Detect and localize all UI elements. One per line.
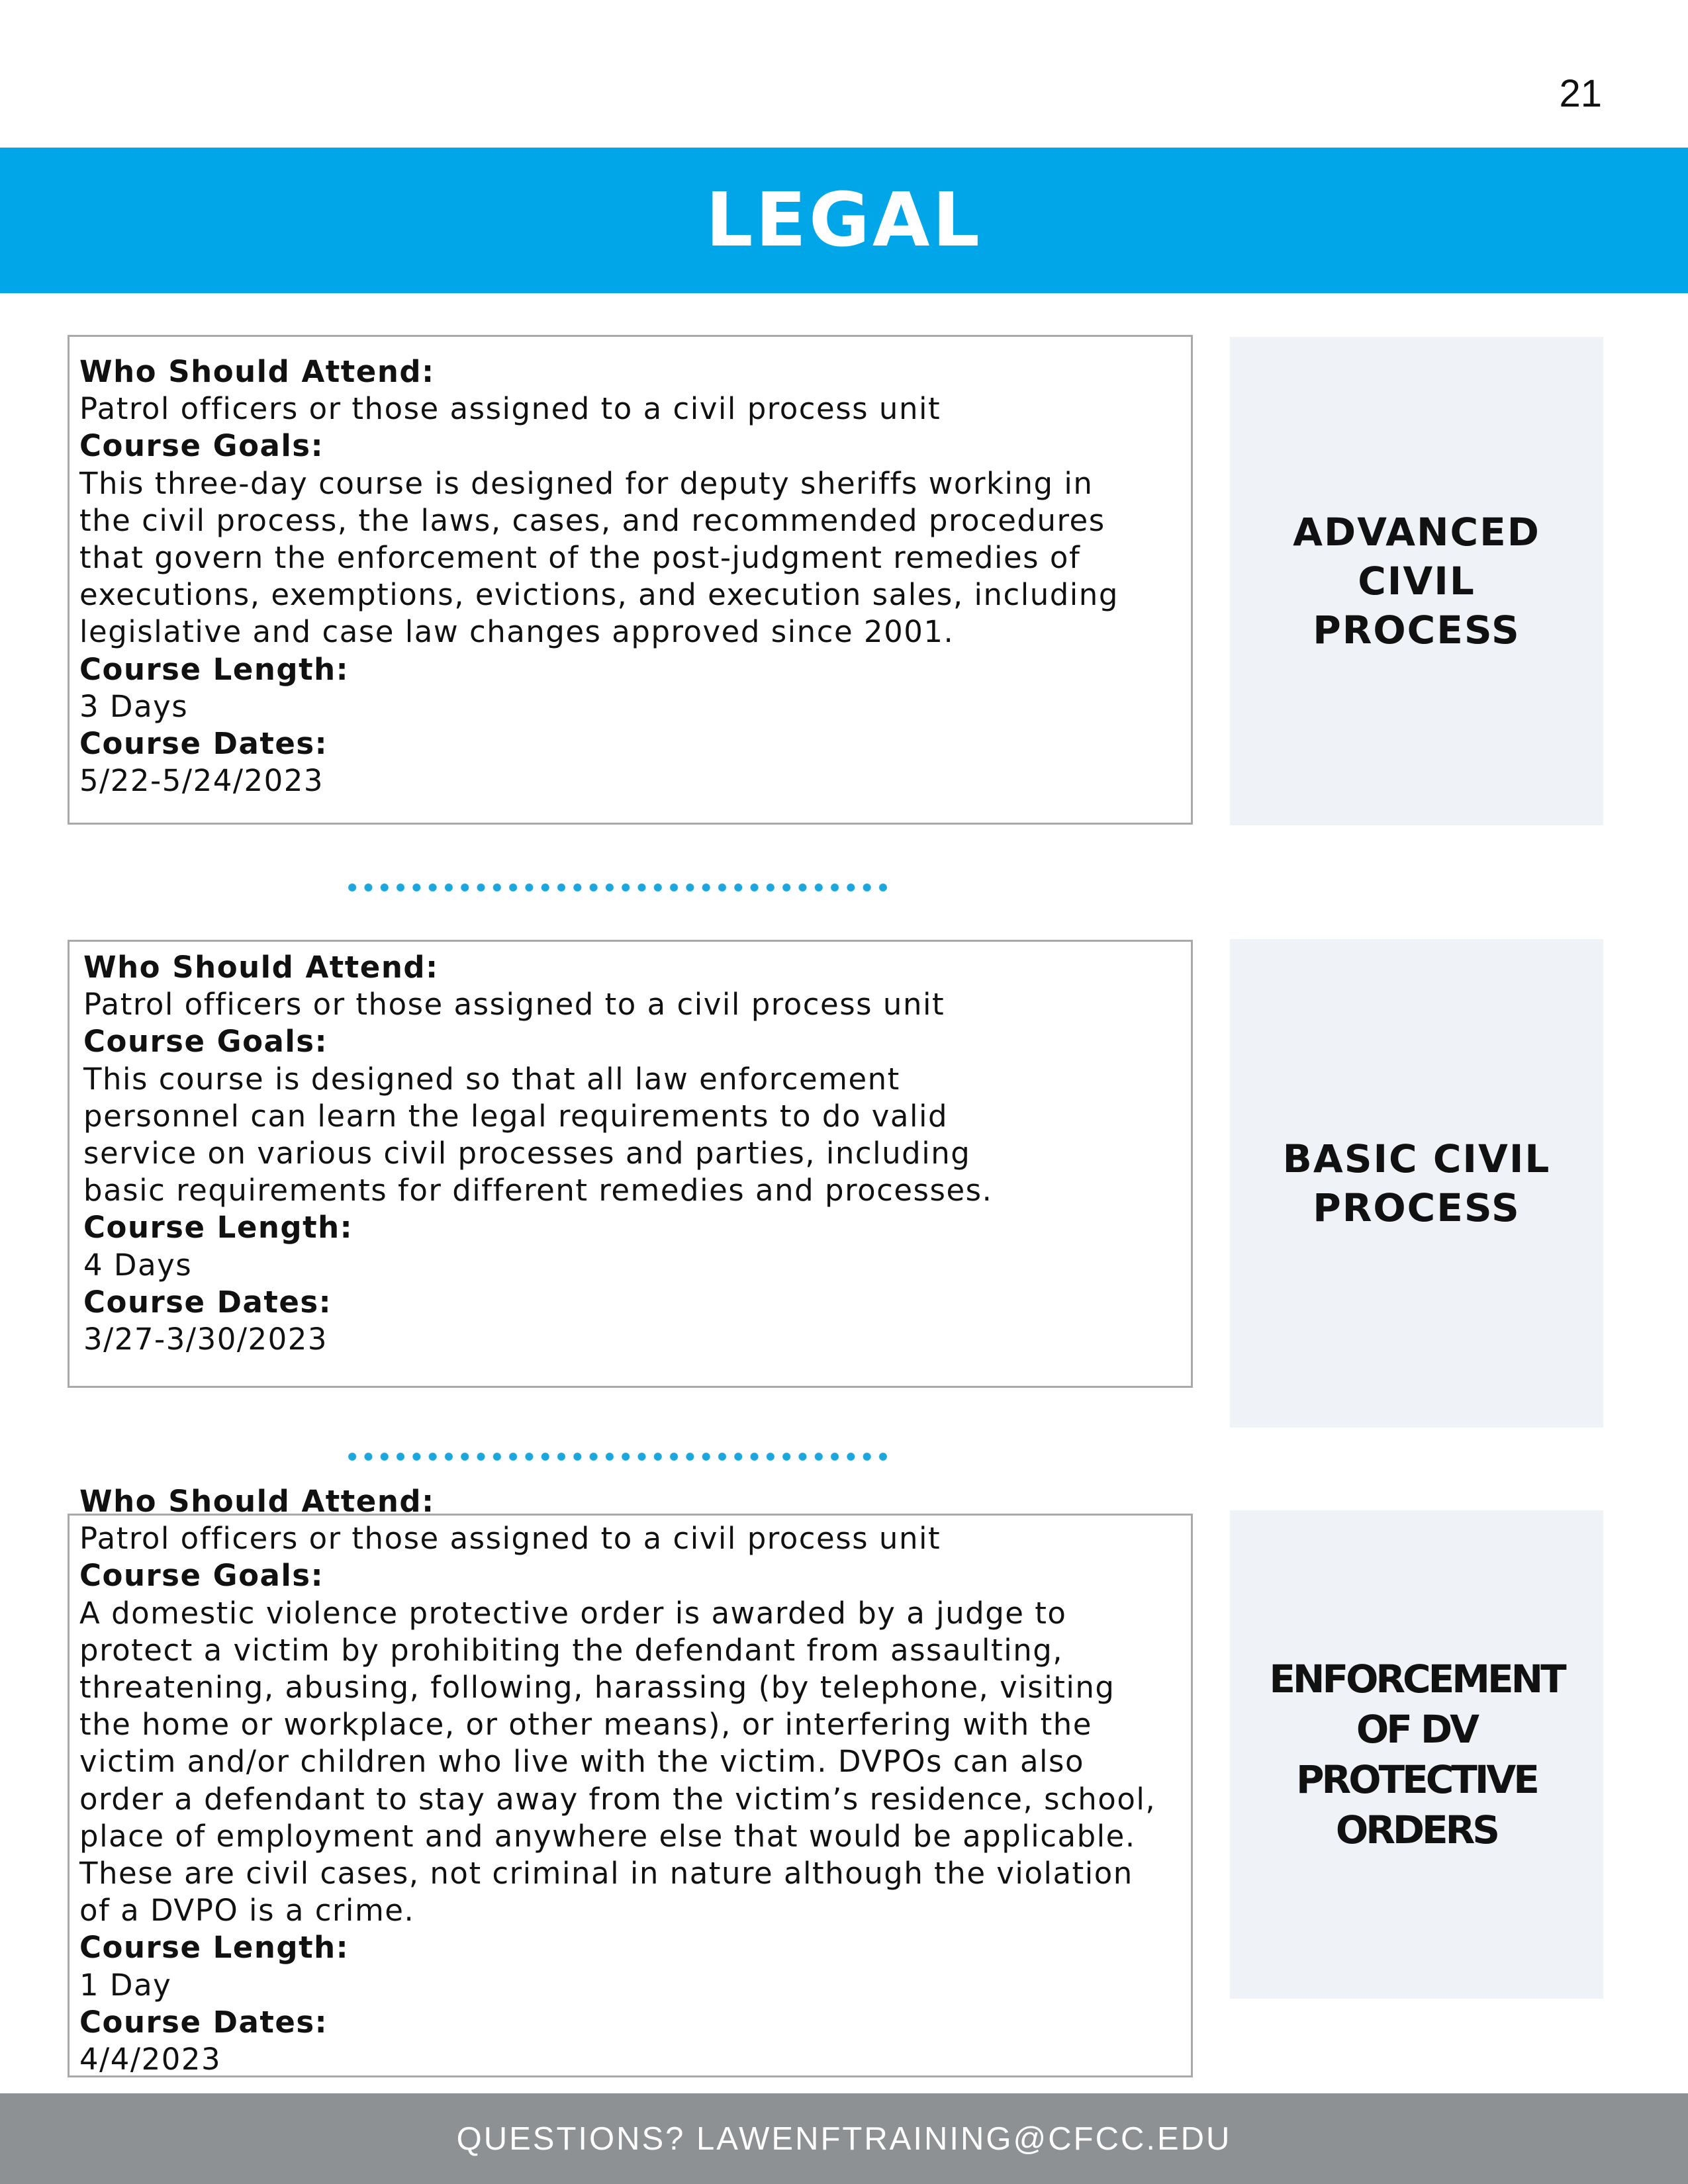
course-length-value: 3 Days: [79, 688, 189, 724]
who-should-attend-value: Patrol officers or those assigned to a civil process unit: [79, 391, 941, 427]
course-title-panel-advanced-civil-process: [1230, 337, 1603, 825]
course-length-label: Course Length:: [83, 1210, 353, 1246]
course-title: ADVANCED CIVIL PROCESS: [1293, 510, 1540, 653]
course-goals-text: This course is designed so that all law enforcement personnel can learn the legal requirements to do valid service on various civil processes and parties, including basic requirements for different remedies and processes.: [83, 1061, 993, 1208]
course-goals-text: A domestic violence protective order is awarded by a judge to protect a victim by prohibiting the defendant from assaulting, threatening, abusing, following, harassing (by telephone, visiting the home or workplace, or other means), or interfering with the victim and/or children who live with the victim. DVPOs can also order a defendant to stay away from the victim’s residence, school, place of employment and anywhere else that would be applicable. These are civil cases, not criminal in nature although the violation of a DVPO is a crime.: [79, 1595, 1156, 1929]
course-goals-label: Course Goals:: [79, 1558, 324, 1594]
who-should-attend-value: Patrol officers or those assigned to a civil process unit: [79, 1521, 941, 1557]
course-length-label: Course Length:: [79, 651, 350, 687]
course-dates-label: Course Dates:: [83, 1284, 332, 1320]
course-goals-text: This three-day course is designed for deputy sheriffs working in the civil process, the laws, cases, and recommended procedures that govern the enforcement of the post-judgment remedies of executions, exemptions, evictions, and execution sales, including legislative and case law changes approved since 2001.: [79, 465, 1119, 650]
course-details-enforcement-dv-protective-orders: [79, 1483, 1192, 2078]
section-title: LEGAL: [706, 177, 982, 263]
footer-bar: [0, 2093, 1688, 2184]
section-header-band: [0, 148, 1688, 293]
dotted-divider: [344, 1452, 887, 1461]
course-length-value: 1 Day: [79, 1967, 172, 2003]
course-length-value: 4 Days: [83, 1247, 193, 1283]
course-details-advanced-civil-process: [79, 353, 1192, 799]
course-dates-value: 3/27-3/30/2023: [83, 1322, 328, 1357]
course-title: BASIC CIVIL PROCESS: [1282, 1136, 1551, 1230]
course-goals-label: Course Goals:: [83, 1024, 328, 1060]
course-title-panel-enforcement-dv-protective-orders: [1230, 1510, 1603, 1999]
course-dates-label: Course Dates:: [79, 726, 328, 762]
course-dates-value: 4/4/2023: [79, 2042, 222, 2077]
course-details-basic-civil-process: [83, 949, 1196, 1358]
course-dates-value: 5/22-5/24/2023: [79, 763, 324, 799]
course-dates-label: Course Dates:: [79, 2004, 328, 2040]
dotted-divider: [344, 883, 887, 892]
course-goals-label: Course Goals:: [79, 428, 324, 464]
footer-contact-text: QUESTIONS? LAWENFTRAINING@CFCC.EDU: [456, 2120, 1232, 2157]
who-should-attend-label: Who Should Attend:: [79, 1484, 435, 1519]
course-length-label: Course Length:: [79, 1930, 350, 1966]
who-should-attend-value: Patrol officers or those assigned to a civil process unit: [83, 987, 945, 1023]
who-should-attend-label: Who Should Attend:: [83, 950, 439, 985]
course-title-panel-basic-civil-process: [1230, 939, 1603, 1428]
page-number: 21: [1559, 72, 1602, 115]
who-should-attend-label: Who Should Attend:: [79, 354, 435, 389]
course-title: ENFORCEMENT OF DV PROTECTIVE ORDERS: [1269, 1657, 1564, 1852]
